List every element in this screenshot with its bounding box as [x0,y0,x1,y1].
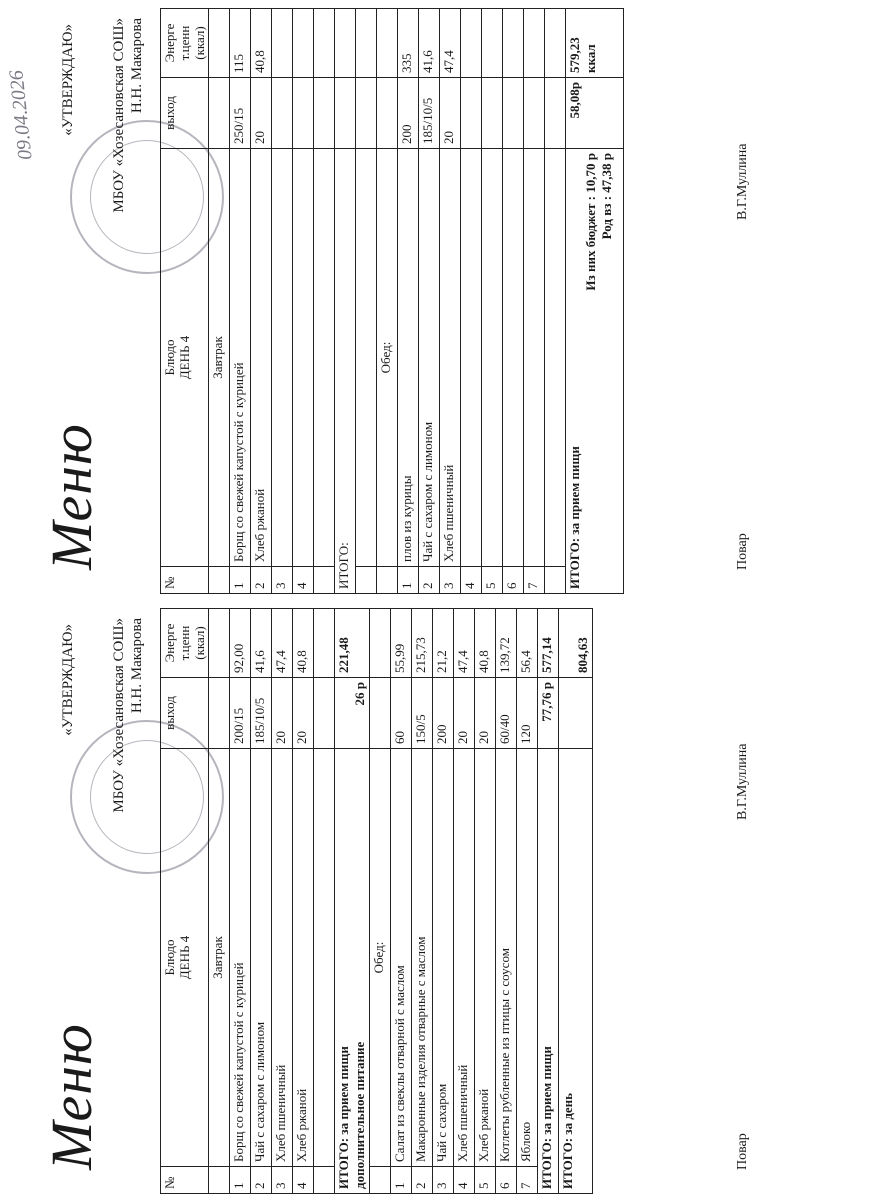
row-dish: плов из курицы [398,149,419,567]
table-row [272,9,293,594]
header-row [161,9,209,594]
row-output: 120 [517,678,538,749]
row-output: 60/40 [496,678,517,749]
handwritten-date: 09.04.2026 [5,69,37,161]
row-energy [461,9,482,78]
breakfast-total-label: ИТОГО: за прием пищи дополнительное питание [335,749,370,1194]
menu-table [160,608,593,1194]
menu-title: Меню [39,423,104,570]
table-row [230,609,251,1194]
row-num: 6 [496,1167,517,1194]
row-num: 4 [293,1167,314,1194]
approve-label: «УТВЕРЖДАЮ» [60,624,76,736]
row-output: 20 [272,678,293,749]
row-output: 200 [398,78,419,149]
table-row [461,9,482,594]
table-row [524,9,545,594]
row-dish: Чай с сахаром с лимоном [419,149,440,567]
cook-label: Повар [735,533,750,570]
row-dish: Чай с сахаром с лимоном [251,749,272,1167]
row-dish: Салат из свеклы отварной с маслом [391,749,412,1167]
row-output [503,78,524,149]
row-energy: 41,6 [251,609,272,678]
row-output: 20 [251,78,272,149]
row-num: 2 [251,567,272,594]
row-energy: 92,00 [230,609,251,678]
table-row [293,609,314,1194]
row-output [272,78,293,149]
section-lunch: Обед: [370,749,391,1167]
row-num: 2 [419,567,440,594]
row-num: 3 [272,567,293,594]
section-breakfast: Завтрак [209,149,230,567]
header-num: № [161,567,209,594]
breakfast-total-row [335,609,370,1194]
row-energy: 40,8 [475,609,496,678]
row-output [461,78,482,149]
row-output: 200 [433,678,454,749]
row-energy [482,9,503,78]
row-energy: 56,4 [517,609,538,678]
row-num: 4 [461,567,482,594]
table-row [398,9,419,594]
row-dish: Борщ со свежей капустой с курицей [230,749,251,1167]
row-output: 20 [454,678,475,749]
lunch-rows [398,9,545,594]
row-energy: 47,4 [272,609,293,678]
row-num: 7 [524,567,545,594]
row-energy [503,9,524,78]
row-energy: 47,4 [440,9,461,78]
org-name: МБОУ «Хозесановская СОШ» [111,18,127,213]
breakfast-rows [230,609,314,1194]
total-energy: 579,23 ккал [566,9,624,78]
row-energy: 21,2 [433,609,454,678]
day-total-label: ИТОГО: за день [559,749,593,1194]
table-row [391,609,412,1194]
org-block [110,618,146,813]
row-dish: Макаронные изделия отварные с маслом [412,749,433,1167]
row-dish: Хлеб пшеничный [454,749,475,1167]
row-energy: 40,8 [251,9,272,78]
row-dish: Яблоко [517,749,538,1167]
row-energy: 55,99 [391,609,412,678]
row-energy: 139,72 [496,609,517,678]
table-row [433,609,454,1194]
row-dish: Борщ со свежей капустой с курицей [230,149,251,567]
table-row [251,9,272,594]
table-row [517,609,538,1194]
director-name: Н.Н. Макарова [129,618,145,714]
row-dish [482,149,503,567]
budget-line: Из них бюджет : 10,70 р [583,153,598,291]
total-row [566,9,624,594]
org-name: МБОУ «Хозесановская СОШ» [111,618,127,813]
row-output: 150/5 [412,678,433,749]
header-num: № [161,1167,209,1194]
cook-label: Повар [735,1133,750,1170]
total-label: ИТОГО: за прием пищи [567,446,582,589]
header-row [161,609,209,1194]
table-row [440,9,461,594]
row-num: 5 [482,567,503,594]
day-total-energy: 804,63 [559,609,593,678]
row-num: 2 [251,1167,272,1194]
row-dish: Чай с сахаром [433,749,454,1167]
table-row [230,9,251,594]
row-dish: Хлеб ржаной [293,749,314,1167]
menu-title: Меню [39,1023,104,1170]
approve-label: «УТВЕРЖДАЮ» [60,24,76,136]
table-row [482,9,503,594]
table-row [412,609,433,1194]
breakfast-total-row [335,9,356,594]
row-num: 1 [391,1167,412,1194]
menu-table [160,8,624,594]
table-row [503,9,524,594]
section-row [209,609,230,1194]
section-row [377,9,398,594]
row-output: 20 [440,78,461,149]
lunch-total-price: 77,76 р [538,678,559,749]
row-energy [524,9,545,78]
row-dish: Хлеб ржаной [251,149,272,567]
row-dish [524,149,545,567]
row-num: 2 [412,1167,433,1194]
lunch-total-label: ИТОГО: за прием пищи [538,749,559,1194]
row-dish: Котлеты рубленные из птицы с соусом [496,749,517,1167]
row-energy [293,9,314,78]
breakfast-rows [230,9,314,594]
section-breakfast: Завтрак [209,749,230,1167]
table-row [293,9,314,594]
total-price: 58,08р [566,78,624,149]
row-dish [503,149,524,567]
section-row [209,9,230,594]
org-block [110,18,146,213]
row-energy: 41,6 [419,9,440,78]
row-num: 6 [503,567,524,594]
header-output: выход [161,78,209,149]
parent-line: Род вз : 47,38 р [599,153,614,240]
row-num: 7 [517,1167,538,1194]
empty-row [356,9,377,594]
row-dish: Хлеб пшеничный [272,749,293,1167]
row-num: 5 [475,1167,496,1194]
row-energy: 40,8 [293,609,314,678]
row-dish [272,149,293,567]
row-num: 1 [230,1167,251,1194]
row-output: 200/15 [230,678,251,749]
row-output: 60 [391,678,412,749]
lunch-total-energy: 577,14 [538,609,559,678]
row-energy: 335 [398,9,419,78]
row-output [524,78,545,149]
section-row [370,609,391,1194]
row-output: 185/10/5 [251,678,272,749]
section-lunch: Обед: [377,149,398,567]
row-num: 4 [293,567,314,594]
row-num: 3 [440,567,461,594]
row-num: 1 [398,567,419,594]
table-row [496,609,517,1194]
row-output: 20 [293,678,314,749]
table-row [251,609,272,1194]
row-energy: 115 [230,9,251,78]
row-energy: 215,73 [412,609,433,678]
empty-row [314,609,335,1194]
table-row [475,609,496,1194]
day-total-row [559,609,593,1194]
row-energy: 47,4 [454,609,475,678]
director-name: Н.Н. Макарова [129,18,145,114]
header-energy: Энерге т.ценн (ккал) [161,9,209,78]
breakfast-total-energy: 221,48 [335,609,370,678]
header-energy: Энерге т.ценн (ккал) [161,609,209,678]
table-row [454,609,475,1194]
row-output: 185/10/5 [419,78,440,149]
header-dish: Блюдо ДЕНЬ 4 [161,149,209,567]
row-output: 20 [475,678,496,749]
row-num: 1 [230,567,251,594]
row-num: 3 [272,1167,293,1194]
row-dish: Хлеб ржаной [475,749,496,1167]
table-row [419,9,440,594]
lunch-rows [391,609,538,1194]
breakfast-total-label: ИТОГО: [335,149,356,594]
row-output [482,78,503,149]
row-output: 250/15 [230,78,251,149]
empty-row [314,9,335,594]
row-num: 3 [433,1167,454,1194]
breakfast-total-price: 26 р [335,678,370,749]
lunch-total-row [538,609,559,1194]
row-energy [272,9,293,78]
header-dish: Блюдо ДЕНЬ 4 [161,749,209,1167]
cook-name: В.Г.Муллина [735,743,750,820]
cook-name: В.Г.Муллина [735,143,750,220]
row-dish [293,149,314,567]
row-output [293,78,314,149]
total-cell [566,149,624,594]
left-menu-sheet [0,600,873,1200]
row-dish [461,149,482,567]
row-num: 4 [454,1167,475,1194]
empty-row [545,9,566,594]
header-output: выход [161,678,209,749]
row-dish: Хлеб пшеничный [440,149,461,567]
table-row [272,609,293,1194]
